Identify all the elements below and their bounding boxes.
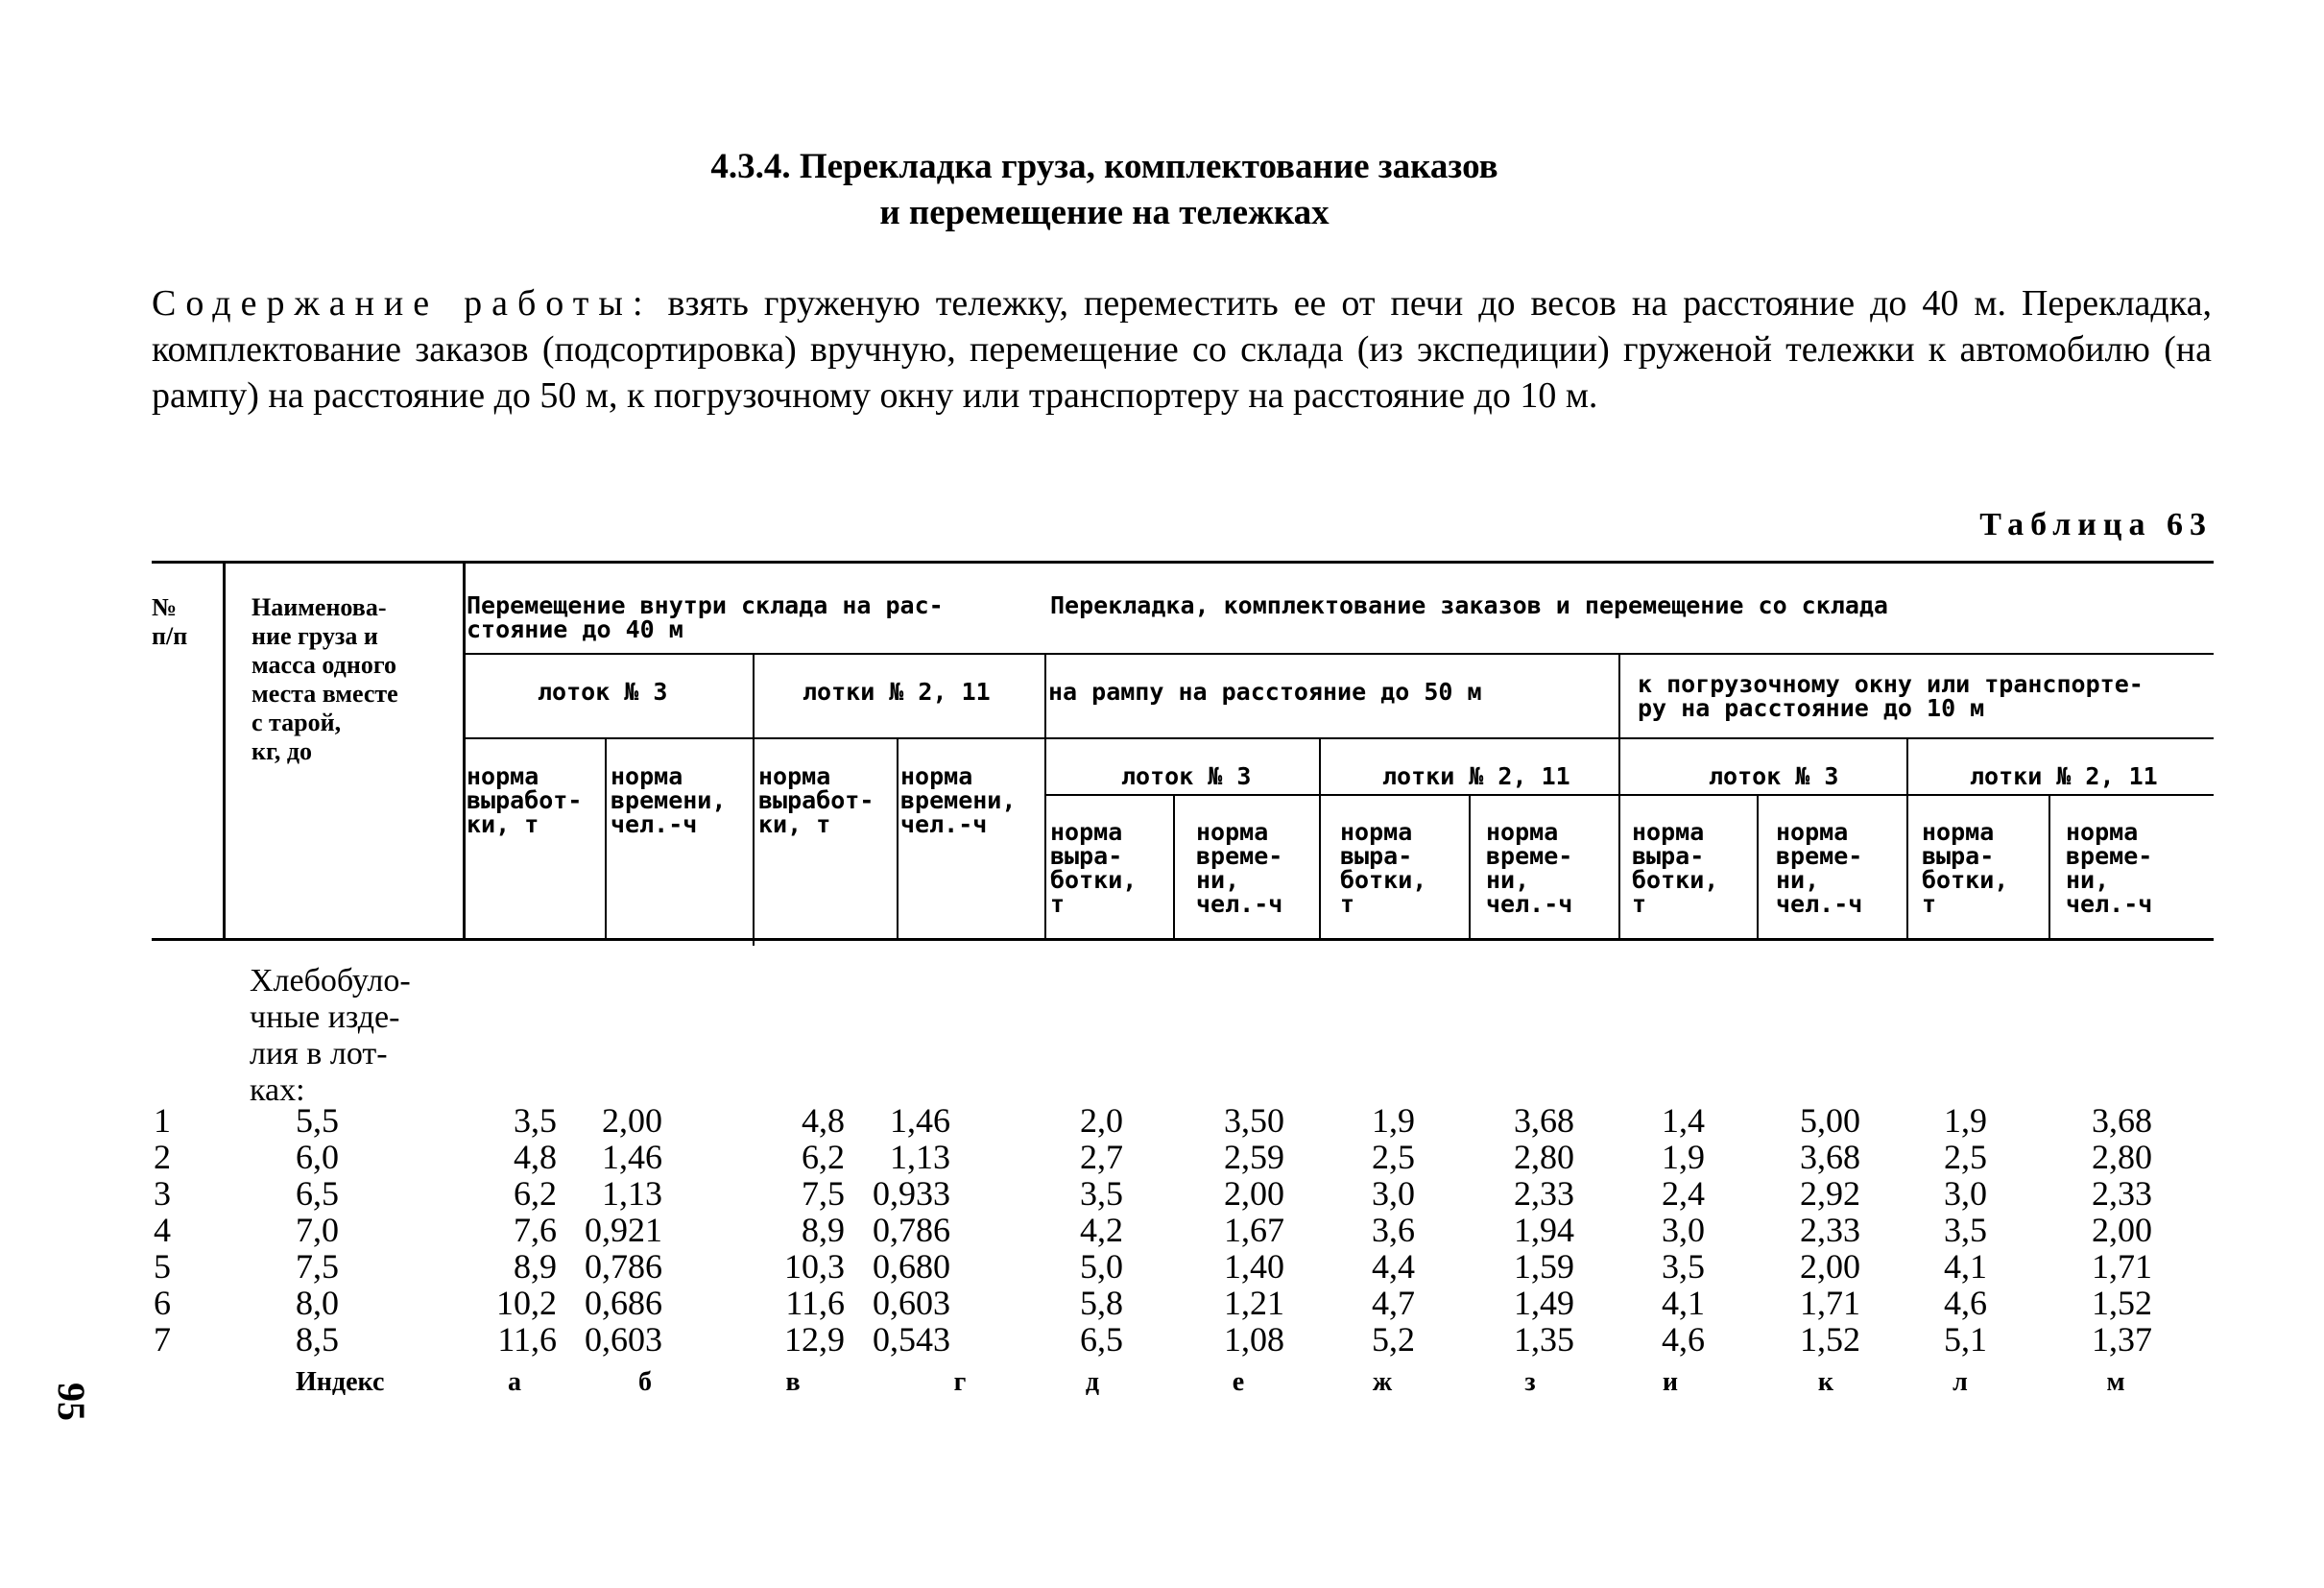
vline-col-b — [605, 737, 607, 940]
row-number: 3 — [154, 1174, 171, 1213]
header-ramp-tray3: лоток № 3 — [1121, 762, 1252, 790]
index-letter: а — [508, 1367, 521, 1397]
table-cell: 10,3 — [784, 1247, 845, 1286]
row-number: 2 — [154, 1138, 171, 1176]
table-cell: 1,21 — [1224, 1284, 1284, 1322]
table-cell: 2,5 — [1372, 1138, 1415, 1176]
table-cell: 2,00 — [1224, 1174, 1284, 1213]
vline-col-g — [897, 737, 898, 940]
header-ramp-trays211: лотки № 2, 11 — [1382, 762, 1570, 790]
table-cell: 0,603 — [873, 1284, 950, 1322]
header-col-d: норма выра- ботки, т — [1050, 818, 1138, 918]
vline-num — [223, 561, 226, 940]
index-letter: ж — [1372, 1367, 1393, 1397]
row-mass: 7,5 — [296, 1247, 339, 1286]
table-cell: 3,0 — [1662, 1211, 1705, 1249]
table-cell: 5,1 — [1944, 1320, 1987, 1359]
table-cell: 4,1 — [1944, 1247, 1987, 1286]
row-mass: 6,0 — [296, 1138, 339, 1176]
table-cell: 1,37 — [2092, 1320, 2152, 1359]
header-col-b: норма времени, чел.-ч — [611, 762, 727, 838]
table-cell: 1,52 — [1800, 1320, 1860, 1359]
table-cell: 3,68 — [2092, 1101, 2152, 1140]
table-cell: 1,9 — [1372, 1101, 1415, 1140]
vline-inside-end — [1044, 653, 1046, 940]
table-cell: 1,49 — [1514, 1284, 1574, 1322]
vline-col-m — [2048, 794, 2050, 940]
table-cell: 2,4 — [1662, 1174, 1705, 1213]
row-number: 5 — [154, 1247, 171, 1286]
table-cell: 1,71 — [2092, 1247, 2152, 1286]
table-cell: 4,8 — [802, 1101, 845, 1140]
header-group-rearrange: Перекладка, комплектование заказов и перемещение со склада — [1050, 591, 1888, 619]
table-cell: 3,6 — [1372, 1211, 1415, 1249]
table-cell: 4,2 — [1080, 1211, 1123, 1249]
table-cell: 1,59 — [1514, 1247, 1574, 1286]
index-letter: е — [1232, 1367, 1245, 1397]
table-cell: 2,59 — [1224, 1138, 1284, 1176]
vline-name — [463, 561, 466, 940]
table-cell: 1,13 — [602, 1174, 662, 1213]
table-cell: 1,9 — [1944, 1101, 1987, 1140]
table-cell: 3,0 — [1372, 1174, 1415, 1213]
table-cell: 2,92 — [1800, 1174, 1860, 1213]
vline-window-mid — [1906, 737, 1908, 940]
table-cell: 0,786 — [585, 1247, 662, 1286]
index-letter: г — [953, 1367, 967, 1397]
row-number: 7 — [154, 1320, 171, 1359]
table-cell: 1,71 — [1800, 1284, 1860, 1322]
table-cell: 3,5 — [1662, 1247, 1705, 1286]
table-cell: 4,1 — [1662, 1284, 1705, 1322]
vline-col-z — [1469, 794, 1471, 940]
table-cell: 11,6 — [785, 1284, 845, 1322]
header-num: № п/п — [152, 593, 188, 650]
table-cell: 3,5 — [1080, 1174, 1123, 1213]
table-cell: 0,543 — [873, 1320, 950, 1359]
table-cell: 0,933 — [873, 1174, 950, 1213]
index-letter: к — [1817, 1367, 1834, 1397]
table-cell: 0,686 — [585, 1284, 662, 1322]
rule-tray-norms — [1044, 794, 2214, 796]
table-cell: 3,5 — [514, 1101, 557, 1140]
table-cell: 10,2 — [496, 1284, 557, 1322]
table-cell: 2,80 — [1514, 1138, 1574, 1176]
table-cell: 11,6 — [497, 1320, 557, 1359]
vline-col-k — [1757, 794, 1759, 940]
index-letter: л — [1953, 1367, 1968, 1397]
table-cell: 1,9 — [1662, 1138, 1705, 1176]
table-cell: 2,00 — [2092, 1211, 2152, 1249]
index-letter: м — [2106, 1367, 2125, 1397]
index-letter: в — [785, 1367, 801, 1397]
header-ramp: на рампу на расстояние до 50 м — [1048, 678, 1482, 706]
row-number: 6 — [154, 1284, 171, 1322]
header-col-m: норма време- ни, чел.-ч — [2066, 818, 2153, 918]
title-line-2: и перемещение на тележках — [879, 193, 1330, 232]
table-cell: 2,5 — [1944, 1138, 1987, 1176]
header-col-v: норма выработ- ки, т — [758, 762, 874, 838]
header-bottom-rule — [152, 938, 2214, 941]
row-mass: 8,0 — [296, 1284, 339, 1322]
header-group-inside: Перемещение внутри склада на рас- стояние до 40 м — [467, 591, 944, 643]
table-cell: 6,2 — [802, 1138, 845, 1176]
table-cell: 3,0 — [1944, 1174, 1987, 1213]
content-label: Содержание работы: — [152, 283, 653, 324]
header-inside-tray3: лоток № 3 — [538, 678, 668, 706]
header-col-z: норма време- ни, чел.-ч — [1486, 818, 1573, 918]
table-cell: 4,6 — [1662, 1320, 1705, 1359]
section-label: Хлебобуло- чные изде- лия в лот- ках: — [250, 963, 411, 1108]
table-cell: 12,9 — [784, 1320, 845, 1359]
table-cell: 8,9 — [514, 1247, 557, 1286]
row-number: 1 — [154, 1101, 171, 1140]
table-cell: 7,5 — [802, 1174, 845, 1213]
table-cell: 3,68 — [1514, 1101, 1574, 1140]
header-window-tray3: лоток № 3 — [1709, 762, 1839, 790]
table-cell: 0,603 — [585, 1320, 662, 1359]
work-content-paragraph — [152, 280, 2212, 419]
table-top-rule — [152, 561, 2214, 564]
table-cell: 2,7 — [1080, 1138, 1123, 1176]
row-mass: 5,5 — [296, 1101, 339, 1140]
table-cell: 2,00 — [602, 1101, 662, 1140]
index-letter: и — [1662, 1367, 1679, 1397]
table-cell: 5,2 — [1372, 1320, 1415, 1359]
index-letter: б — [638, 1367, 652, 1397]
table-label: Таблица 63 — [1979, 507, 2213, 542]
table-cell: 5,8 — [1080, 1284, 1123, 1322]
table-cell: 5,00 — [1800, 1101, 1860, 1140]
table-cell: 6,2 — [514, 1174, 557, 1213]
table-cell: 0,786 — [873, 1211, 950, 1249]
table-cell: 1,35 — [1514, 1320, 1574, 1359]
header-col-k: норма време- ни, чел.-ч — [1776, 818, 1863, 918]
table-cell: 2,80 — [2092, 1138, 2152, 1176]
row-mass: 6,5 — [296, 1174, 339, 1213]
rule-trays — [463, 737, 2214, 739]
rule-group-sub — [463, 653, 2214, 655]
header-inside-trays211: лотки № 2, 11 — [803, 678, 991, 706]
section-title — [0, 144, 2324, 236]
table-cell: 1,52 — [2092, 1284, 2152, 1322]
table-cell: 1,13 — [890, 1138, 950, 1176]
index-letter: з — [1524, 1367, 1536, 1397]
header-name: Наименова- ние груза и масса одного места вместе с тарой, кг, до — [252, 593, 398, 765]
table-cell: 2,33 — [1800, 1211, 1860, 1249]
row-mass: 7,0 — [296, 1211, 339, 1249]
table-cell: 3,68 — [1800, 1138, 1860, 1176]
table-cell: 2,00 — [1800, 1247, 1860, 1286]
header-col-zh: норма выра- ботки, т — [1340, 818, 1427, 918]
table-cell: 2,33 — [1514, 1174, 1574, 1213]
header-col-l: норма выра- ботки, т — [1922, 818, 2009, 918]
title-line-1: 4.3.4. Перекладка груза, комплектование заказов — [710, 147, 1498, 186]
header-window: к погрузочному окну или транспорте- ру на расстояние до 10 м — [1638, 670, 2144, 722]
vline-ramp-end — [1618, 653, 1620, 940]
table-cell: 1,67 — [1224, 1211, 1284, 1249]
table-cell: 2,33 — [2092, 1174, 2152, 1213]
index-label: Индекс — [296, 1367, 385, 1397]
table-cell: 3,50 — [1224, 1101, 1284, 1140]
row-mass: 8,5 — [296, 1320, 339, 1359]
header-col-i: норма выра- ботки, т — [1632, 818, 1719, 918]
table-cell: 3,5 — [1944, 1211, 1987, 1249]
table-cell: 1,08 — [1224, 1320, 1284, 1359]
table-cell: 5,0 — [1080, 1247, 1123, 1286]
table-cell: 7,6 — [514, 1211, 557, 1249]
header-col-e: норма време- ни, чел.-ч — [1196, 818, 1283, 918]
header-window-trays211: лотки № 2, 11 — [1970, 762, 2158, 790]
table-cell: 0,921 — [585, 1211, 662, 1249]
table-cell: 6,5 — [1080, 1320, 1123, 1359]
table-cell: 1,46 — [890, 1101, 950, 1140]
row-number: 4 — [154, 1211, 171, 1249]
table-cell: 4,6 — [1944, 1284, 1987, 1322]
table-cell: 4,8 — [514, 1138, 557, 1176]
table-cell: 1,46 — [602, 1138, 662, 1176]
vline-ramp-mid — [1319, 737, 1321, 940]
table-cell: 1,40 — [1224, 1247, 1284, 1286]
table-cell: 4,4 — [1372, 1247, 1415, 1286]
table-cell: 1,94 — [1514, 1211, 1574, 1249]
header-col-a: норма выработ- ки, т — [467, 762, 583, 838]
header-col-g: норма времени, чел.-ч — [900, 762, 1017, 838]
table-cell: 0,680 — [873, 1247, 950, 1286]
content-text: взять груженую тележку, переместить ее от печи до весов на расстояние до 40 м. Перекладка, комплектование заказов (подсортировка) вручную, перемещение со склада (из экспедиции) груженой тележки к автомобилю (на рампу) на расстояние до 50 м, к погрузочному окну или транспортеру на расстояние до 10 м. — [152, 283, 2212, 416]
table-cell: 4,7 — [1372, 1284, 1415, 1322]
table-cell: 1,4 — [1662, 1101, 1705, 1140]
vline-inside-tray — [753, 653, 755, 946]
page-number: 95 — [50, 1383, 93, 1421]
table-cell: 2,0 — [1080, 1101, 1123, 1140]
vline-col-e — [1173, 794, 1175, 940]
table-cell: 8,9 — [802, 1211, 845, 1249]
index-letter: д — [1085, 1367, 1100, 1397]
